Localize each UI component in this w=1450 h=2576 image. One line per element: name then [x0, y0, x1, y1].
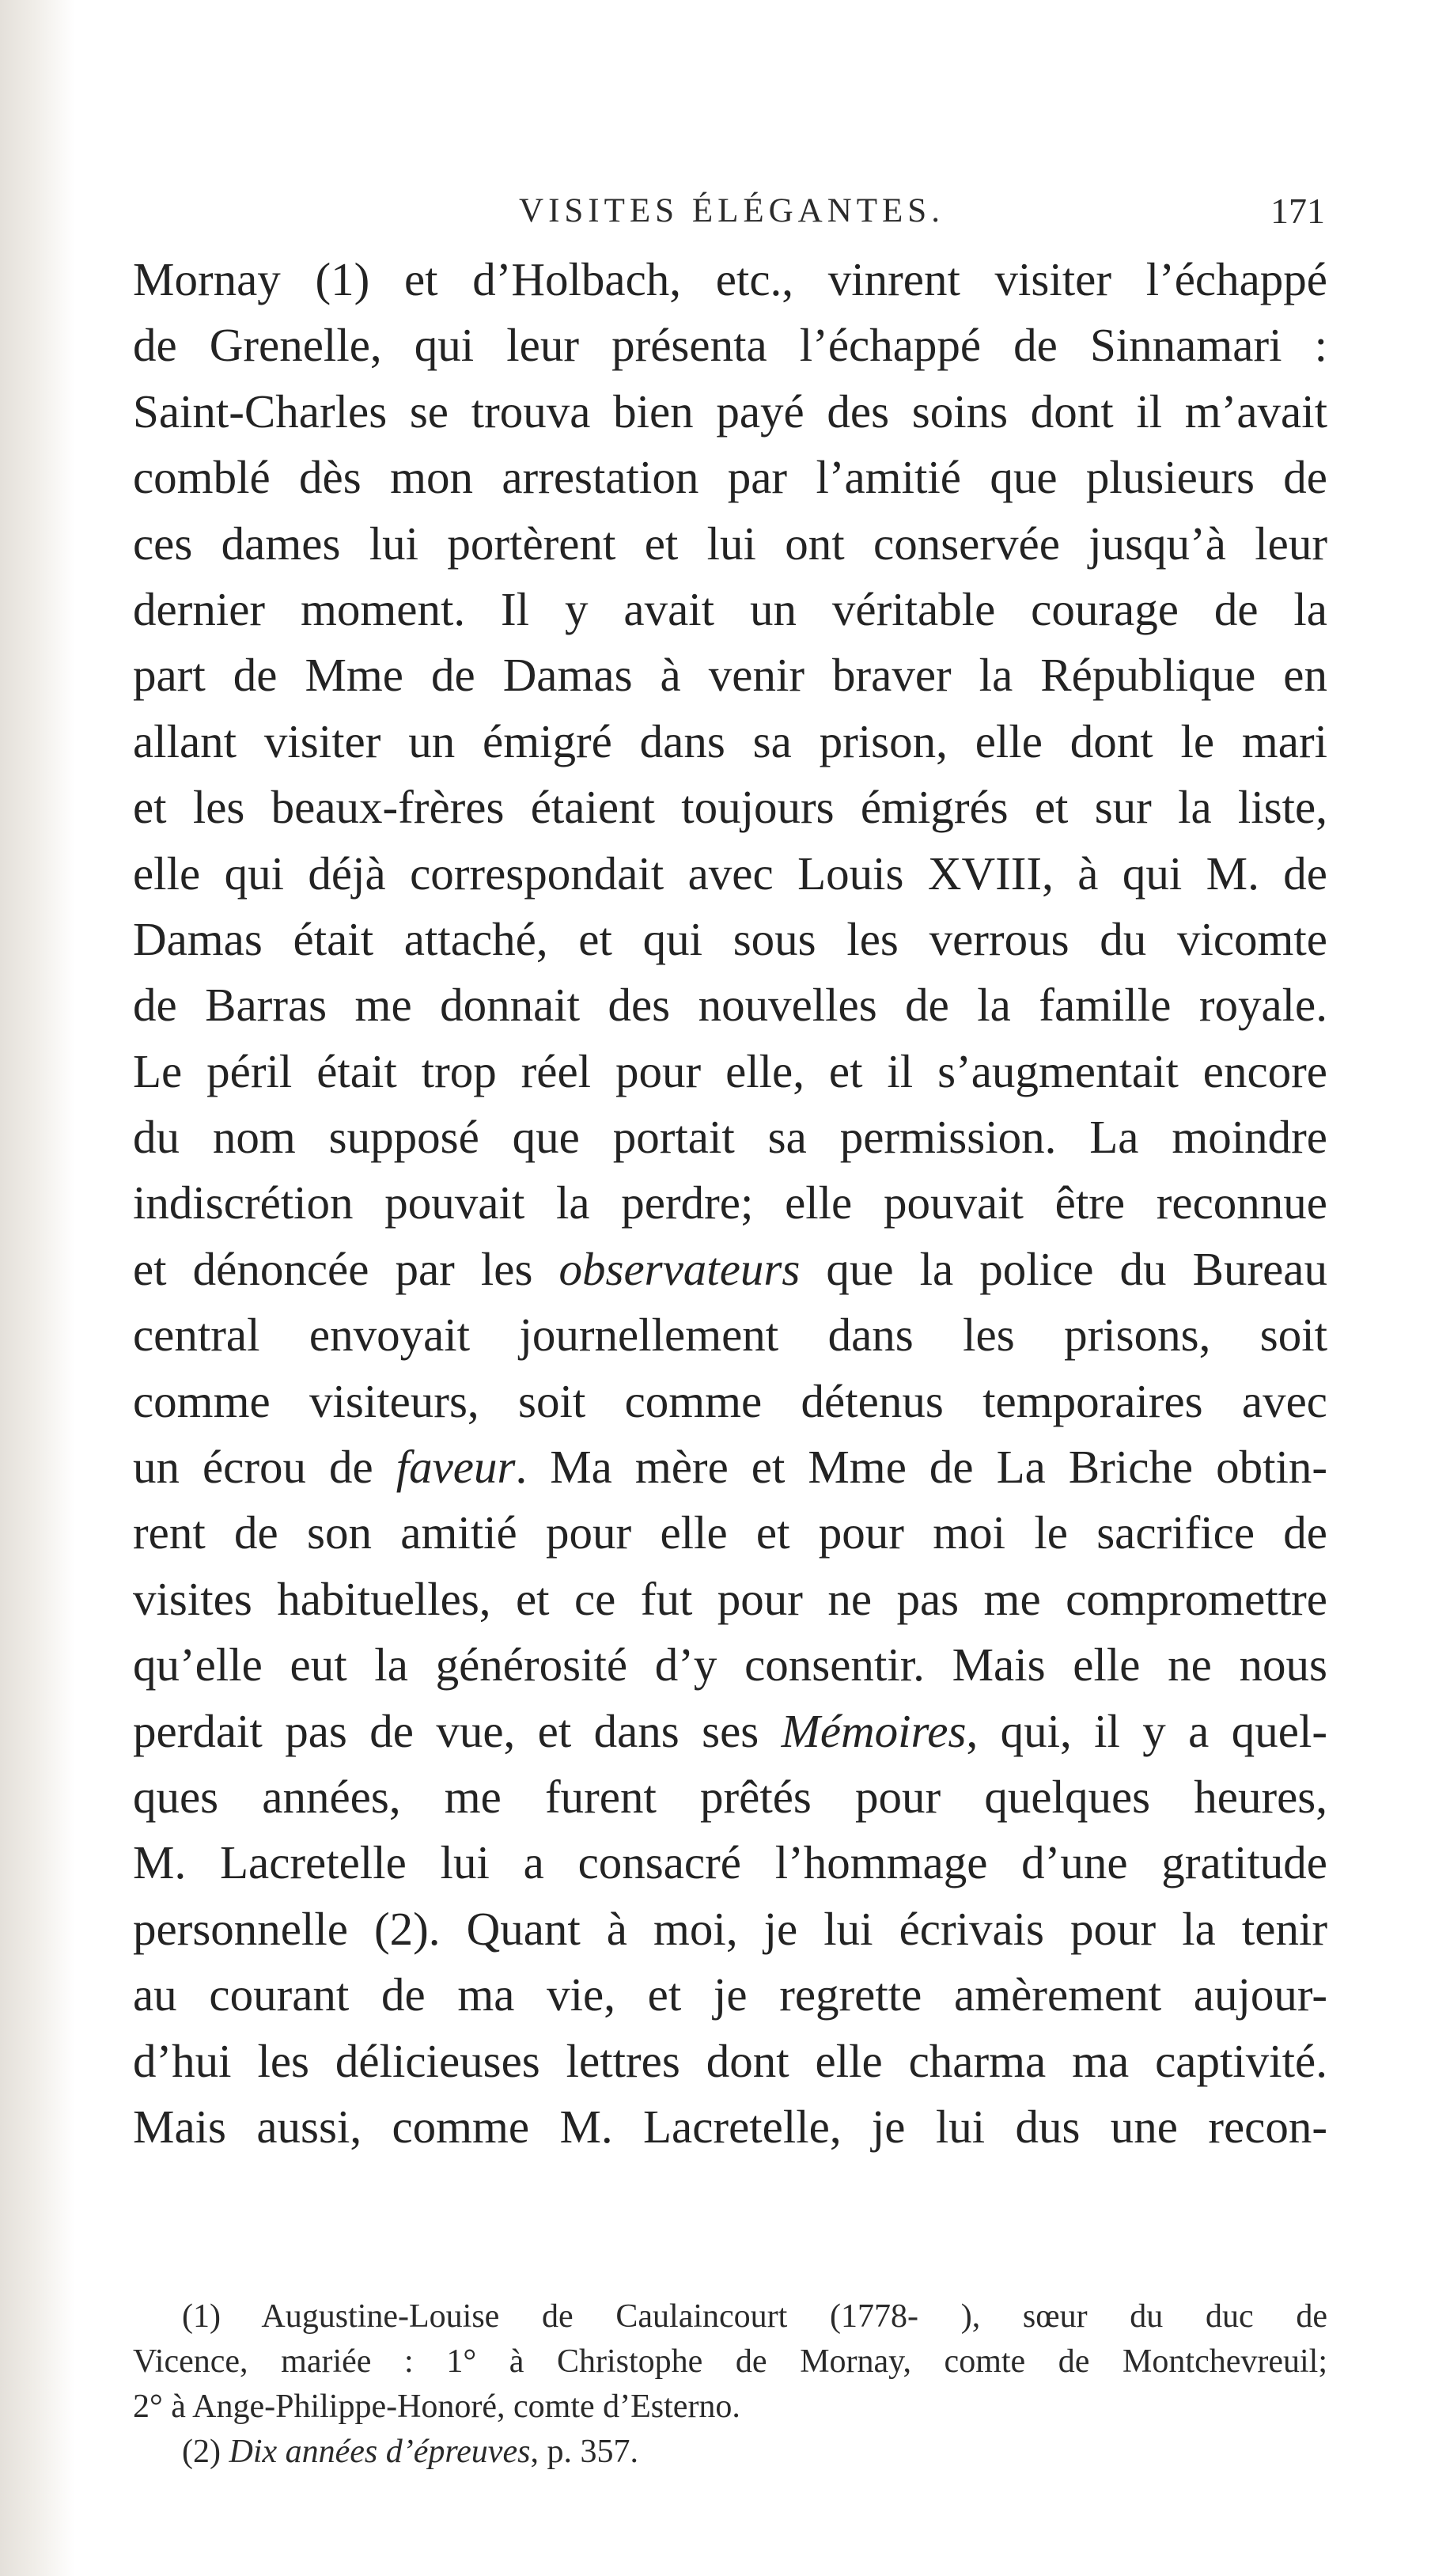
- text-line: Le péril était trop réel pour elle, et il s’augmentait encore: [133, 1044, 1327, 1097]
- text-segment: que la police du Bureau: [800, 1242, 1327, 1295]
- text-line: d’hui les délicieuses lettres dont elle charma ma captivité.: [133, 2034, 1327, 2087]
- text-line: Damas était attaché, et qui sous les verrous du vicomte: [133, 912, 1327, 965]
- text-line: de Grenelle, qui leur présenta l’échappé de Sinnamari :: [133, 319, 1327, 372]
- text-line: M. Lacretelle lui a consacré l’hommage d’une gratitude: [133, 1836, 1327, 1889]
- text-line: part de Mme de Damas à venir braver la République en: [133, 649, 1327, 702]
- text-segment: un écrou de: [133, 1441, 396, 1494]
- text-line: ces dames lui portèrent et lui ont conservée jusqu’à leur: [133, 517, 1327, 570]
- text-line: de Barras me donnait des nouvelles de la famille royale.: [133, 979, 1327, 1032]
- text-line: elle qui déjà correspondait avec Louis XVIII, à qui M. de: [133, 847, 1327, 900]
- text-segment: perdait pas de vue, et dans ses: [133, 1704, 782, 1757]
- text-line: personnelle (2). Quant à moi, je lui écrivais pour la tenir: [133, 1902, 1327, 1955]
- page-number: 171: [1270, 191, 1325, 231]
- text-line: Saint-Charles se trouva bien payé des soins dont il m’avait: [133, 385, 1327, 438]
- text-segment: . Ma mère et Mme de La Briche obtin-: [515, 1441, 1327, 1494]
- text-segment: , qui, il y a quel-: [966, 1704, 1327, 1757]
- footnote-1-line: Vicence, mariée : 1° à Christophe de Mornay, comte de Montchevreuil;: [133, 2343, 1327, 2380]
- footnote-1-line: 2° à Ange-Philippe-Honoré, comte d’Esterno.: [133, 2388, 740, 2425]
- text-line: comblé dès mon arrestation par l’amitié que plusieurs de: [133, 451, 1327, 504]
- text-line: au courant de ma vie, et je regrette amèrement aujour-: [133, 1968, 1327, 2021]
- italic-word: Mémoires: [781, 1704, 967, 1757]
- footnotes: [133, 2294, 1327, 2475]
- text-line: ques années, me furent prêtés pour quelques heures,: [133, 1770, 1327, 1823]
- footnote-italic-title: Dix années d’épreuves: [229, 2434, 531, 2470]
- text-line: qu’elle eut la générosité d’y consentir. Mais elle ne nous: [133, 1638, 1327, 1691]
- text-line: Mornay (1) et d’Holbach, etc., vinrent visiter l’échappé: [133, 253, 1327, 305]
- text-line: allant visiter un émigré dans sa prison, elle dont le mari: [133, 714, 1327, 767]
- text-line-with-italic: [133, 1237, 1327, 1302]
- body-text: [133, 247, 1327, 2160]
- footnote-segment: (2): [182, 2434, 229, 2470]
- text-line: dernier moment. Il y avait un véritable courage de la: [133, 582, 1327, 635]
- italic-word: observateurs: [558, 1242, 801, 1295]
- footnote-2: [133, 2430, 1327, 2475]
- italic-word: faveur: [396, 1441, 516, 1494]
- footnote-1-line: (1) Augustine-Louise de Caulaincourt (1778- ), sœur du duc de: [182, 2298, 1327, 2335]
- running-head: [138, 184, 1325, 239]
- text-line: rent de son amitié pour elle et pour moi le sacrifice de: [133, 1506, 1327, 1559]
- text-line: et les beaux-frères étaient toujours émigrés et sur la liste,: [133, 781, 1327, 834]
- text-segment: et dénoncée par les: [133, 1242, 559, 1295]
- running-title: VISITES ÉLÉGANTES.: [519, 192, 945, 229]
- text-line-with-italic: [133, 1434, 1327, 1500]
- text-line: indiscrétion pouvait la perdre; elle pouvait être reconnue: [133, 1176, 1327, 1229]
- text-line: Mais aussi, comme M. Lacretelle, je lui dus une recon-: [133, 2100, 1327, 2153]
- text-line: du nom supposé que portait sa permission. La moindre: [133, 1111, 1327, 1164]
- text-line: comme visiteurs, soit comme détenus temporaires avec: [133, 1374, 1327, 1427]
- text-line: visites habituelles, et ce fut pour ne pas me compromettre: [133, 1572, 1327, 1625]
- text-line: central envoyait journellement dans les prisons, soit: [133, 1309, 1327, 1362]
- footnote-segment: , p. 357.: [530, 2434, 638, 2470]
- text-line-with-italic: [133, 1699, 1327, 1764]
